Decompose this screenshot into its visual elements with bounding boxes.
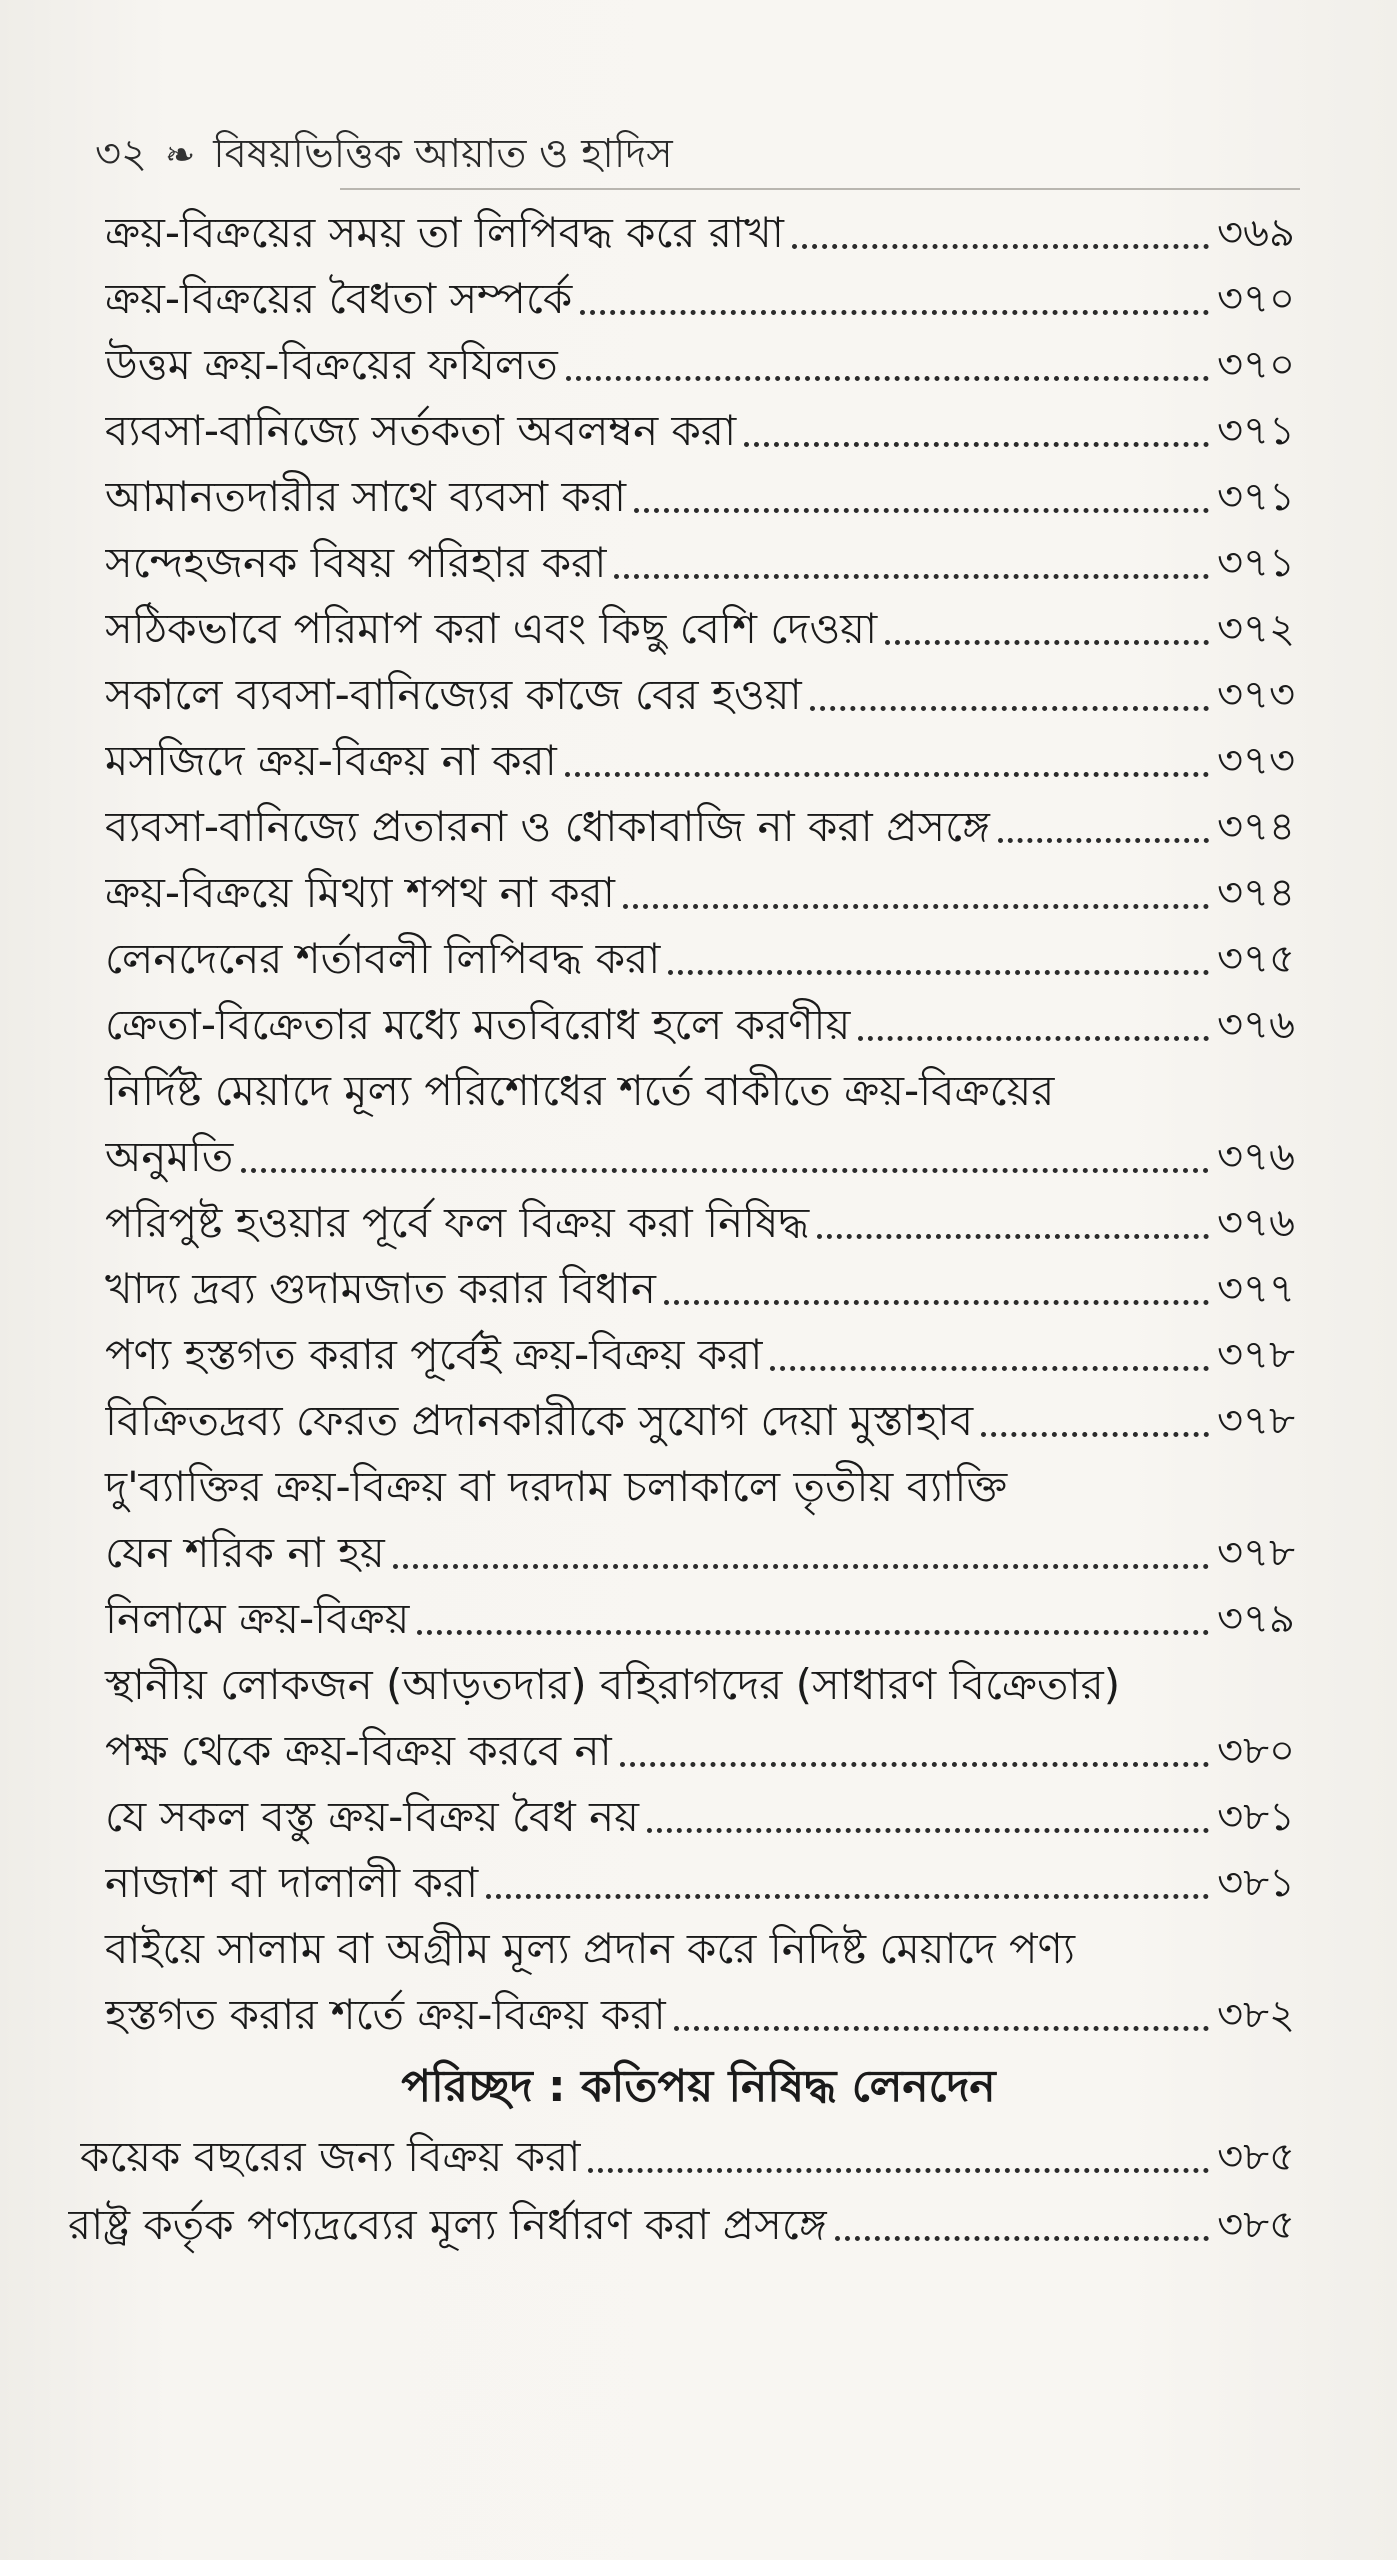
entry-title: যে সকল বস্তু ক্রয়-বিক্রয় বৈধ নয় xyxy=(105,1792,639,1841)
toc-entry xyxy=(105,926,1295,992)
toc-entry xyxy=(105,1388,1295,1454)
entry-page: ৩৮১ xyxy=(1217,1794,1295,1840)
entry-title: খাদ্য দ্রব্য গুদামজাত করার বিধান xyxy=(105,1264,656,1313)
toc-entry xyxy=(105,332,1295,398)
toc-entry xyxy=(105,1124,1295,1190)
entry-page: ৩৭৬ xyxy=(1216,1002,1295,1048)
leader-dots xyxy=(241,1167,1209,1173)
entry-page: ৩৮৫ xyxy=(1217,2134,1295,2180)
entry-page: ৩৭৮ xyxy=(1217,1530,1295,1576)
leader-dots xyxy=(417,1629,1209,1635)
entry-title: যেন শরিক না হয় xyxy=(105,1528,385,1577)
entry-page: ৩৭৬ xyxy=(1216,1200,1295,1246)
leader-dots xyxy=(620,1761,1209,1767)
ornament-icon: ❧ xyxy=(165,134,196,176)
toc-entry xyxy=(80,2124,1295,2190)
toc-entry xyxy=(105,992,1295,1058)
leader-dots xyxy=(744,441,1209,447)
leader-dots xyxy=(998,837,1209,843)
entry-page: ৩৭৪ xyxy=(1217,804,1295,850)
entry-title-line1: স্থানীয় লোকজন (আড়তদার) বহিরাগদের (সাধারণ বিক্রেতার) xyxy=(105,1660,1121,1709)
entry-page: ৩৭৫ xyxy=(1217,936,1295,982)
entry-page: ৩৮০ xyxy=(1217,1728,1295,1774)
toc-entry xyxy=(105,860,1295,926)
entry-title: নাজাশ বা দালালী করা xyxy=(105,1858,479,1907)
entry-title: ক্রয়-বিক্রয়ে মিথ্যা শপথ না করা xyxy=(105,868,615,917)
entry-page: ৩৭৭ xyxy=(1216,1266,1295,1312)
entry-title: উত্তম ক্রয়-বিক্রয়ের ফযিলত xyxy=(105,340,558,389)
leader-dots xyxy=(623,903,1209,909)
entry-page: ৩৭০ xyxy=(1216,342,1295,388)
entry-page: ৩৭৩ xyxy=(1216,738,1295,784)
leader-dots xyxy=(792,243,1209,249)
leader-dots xyxy=(810,705,1209,711)
page-number: ৩২ xyxy=(95,130,148,177)
toc-entry xyxy=(105,398,1295,464)
toc-entry xyxy=(105,1256,1295,1322)
leader-dots xyxy=(647,1827,1209,1833)
entry-title: ক্রয়-বিক্রয়ের বৈধতা সম্পর্কে xyxy=(105,274,573,323)
leader-dots xyxy=(885,639,1209,645)
entry-title: সকালে ব্যবসা-বানিজ্যের কাজে বের হওয়া xyxy=(105,670,802,719)
entry-title: লেনদেনের শর্তাবলী লিপিবদ্ধ করা xyxy=(105,934,661,983)
toc-entry xyxy=(105,266,1295,332)
entry-title: ক্রেতা-বিক্রেতার মধ্যে মতবিরোধ হলে করণীয় xyxy=(105,1000,851,1049)
leader-dots xyxy=(770,1365,1209,1371)
entry-title: ব্যবসা-বানিজ্যে প্রতারনা ও ধোকাবাজি না করা প্রসঙ্গে xyxy=(105,802,990,851)
entry-title-line1: দু'ব্যাক্তির ক্রয়-বিক্রয় বা দরদাম চলাকালে তৃতীয় ব্যাক্তি xyxy=(105,1462,1008,1511)
entry-title: বিক্রিতদ্রব্য ফেরত প্রদানকারীকে সুযোগ দেয়া মুস্তাহাব xyxy=(105,1396,974,1445)
entry-title: হস্তগত করার শর্তে ক্রয়-বিক্রয় করা xyxy=(105,1990,666,2039)
entry-page: ৩৭৮ xyxy=(1217,1332,1295,1378)
entry-page: ৩৭৩ xyxy=(1216,672,1295,718)
entry-page: ৩৮১ xyxy=(1217,1860,1295,1906)
toc-entry xyxy=(105,1520,1295,1586)
entry-title: সন্দেহজনক বিষয় পরিহার করা xyxy=(105,538,607,587)
section-heading: পরিচ্ছদ : কতিপয় নিষিদ্ধ লেনদেন xyxy=(401,2061,996,2112)
entry-page: ৩৭০ xyxy=(1216,276,1295,322)
toc-entry xyxy=(105,1850,1295,1916)
entry-page: ৩৮২ xyxy=(1217,1992,1295,2038)
entry-page: ৩৭২ xyxy=(1216,606,1295,652)
entry-page: ৩৭৯ xyxy=(1217,1596,1295,1642)
toc-entry xyxy=(105,794,1295,860)
leader-dots xyxy=(634,507,1209,513)
entry-title-line1: বাইয়ে সালাম বা অগ্রীম মূল্য প্রদান করে নিদিষ্ট মেয়াদে পণ্য xyxy=(105,1924,1076,1973)
entry-page: ৩৭১ xyxy=(1217,540,1295,586)
entry-title: অনুমতি xyxy=(105,1132,234,1181)
running-header xyxy=(95,120,1295,190)
entry-page: ৩৭৮ xyxy=(1217,1398,1295,1444)
leader-dots xyxy=(565,771,1209,777)
leader-dots xyxy=(674,2025,1209,2031)
leader-dots xyxy=(393,1563,1209,1569)
leader-dots xyxy=(668,969,1209,975)
toc-entry xyxy=(105,1982,1295,2048)
entry-title: ক্রয়-বিক্রয়ের সময় তা লিপিবদ্ধ করে রাখা xyxy=(105,208,784,257)
leader-dots xyxy=(566,375,1209,381)
toc-entry xyxy=(105,530,1295,596)
entry-page: ৩৮৫ xyxy=(1217,2202,1295,2248)
toc-entry xyxy=(105,596,1295,662)
entry-page: ৩৭১ xyxy=(1217,474,1295,520)
entry-page: ৩৬৯ xyxy=(1217,210,1295,256)
leader-dots xyxy=(588,2167,1209,2173)
entry-page: ৩৭১ xyxy=(1217,408,1295,454)
leader-dots xyxy=(981,1431,1209,1437)
leader-dots xyxy=(817,1233,1209,1239)
toc-entry xyxy=(105,200,1295,266)
entry-title: পক্ষ থেকে ক্রয়-বিক্রয় করবে না xyxy=(105,1726,612,1775)
toc-entry xyxy=(105,1718,1295,1784)
entry-title: রাষ্ট্র কর্তৃক পণ্যদ্রব্যের মূল্য নির্ধারণ করা প্রসঙ্গে xyxy=(68,2200,827,2249)
entry-title: পণ্য হস্তগত করার পূর্বেই ক্রয়-বিক্রয় করা xyxy=(105,1330,763,1379)
toc-entry xyxy=(105,464,1295,530)
leader-dots xyxy=(858,1035,1209,1041)
toc-entry xyxy=(68,2192,1295,2258)
leader-dots xyxy=(486,1893,1209,1899)
toc-entry xyxy=(105,1784,1295,1850)
entry-title: ব্যবসা-বানিজ্যে সর্তকতা অবলম্বন করা xyxy=(105,406,737,455)
entry-title: মসজিদে ক্রয়-বিক্রয় না করা xyxy=(105,736,557,785)
leader-dots xyxy=(580,309,1209,315)
entry-title: আমানতদারীর সাথে ব্যবসা করা xyxy=(105,472,627,521)
entry-page: ৩৭৪ xyxy=(1217,870,1295,916)
leader-dots xyxy=(835,2235,1210,2241)
leader-dots xyxy=(664,1299,1209,1305)
toc-entry xyxy=(105,1586,1295,1652)
book-title: বিষয়ভিত্তিক আয়াত ও হাদিস xyxy=(213,130,673,177)
entry-title: সঠিকভাবে পরিমাপ করা এবং কিছু বেশি দেওয়া xyxy=(105,604,878,653)
toc-entry xyxy=(105,1322,1295,1388)
toc-entry xyxy=(105,1190,1295,1256)
toc-entry xyxy=(105,662,1295,728)
entry-title: পরিপুষ্ট হওয়ার পূর্বে ফল বিক্রয় করা নিষিদ্ধ xyxy=(105,1198,810,1247)
entry-title: কয়েক বছরের জন্য বিক্রয় করা xyxy=(80,2132,581,2181)
entry-title-line1: নির্দিষ্ট মেয়াদে মূল্য পরিশোধের শর্তে বাকীতে ক্রয়-বিক্রয়ের xyxy=(105,1066,1055,1115)
leader-dots xyxy=(614,573,1209,579)
toc-entry xyxy=(105,728,1295,794)
header-rule xyxy=(340,188,1300,190)
entry-title: নিলামে ক্রয়-বিক্রয় xyxy=(105,1594,410,1643)
entry-page: ৩৭৬ xyxy=(1216,1134,1295,1180)
